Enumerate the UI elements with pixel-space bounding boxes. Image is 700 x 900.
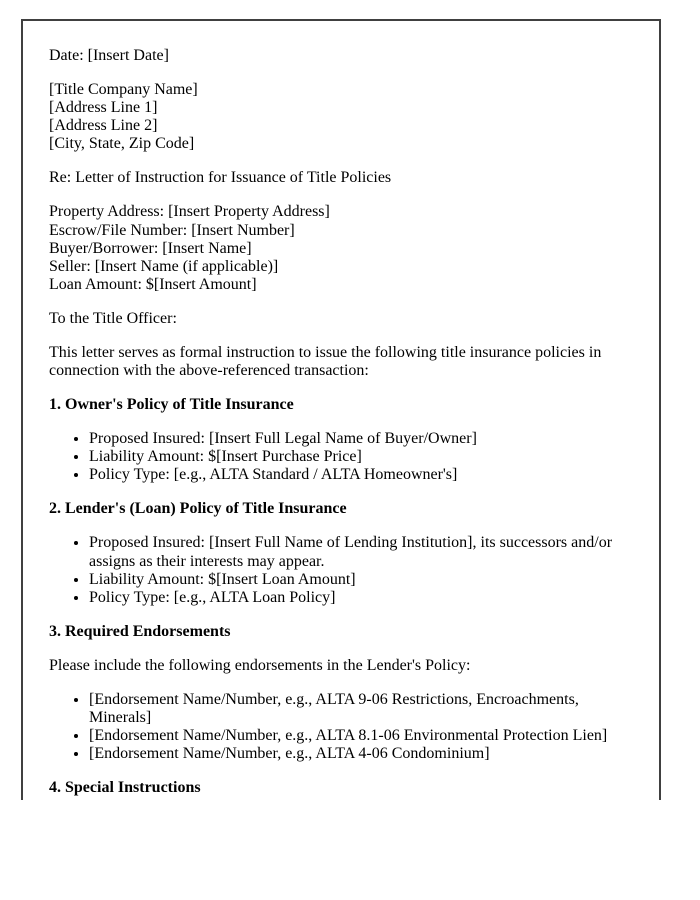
list-item: • [Endorsement Name/Number, e.g., ALTA 9-06 Restrictions, Encroachments, Minerals] (89, 691, 633, 727)
recipient-line: [Address Line 1] (49, 99, 158, 117)
recipient-line: [Title Company Name] (49, 81, 198, 99)
date-line: Date: [Insert Date] (49, 47, 169, 64)
list-item: • Proposed Insured: [Insert Full Name of Lending Institution], its successors and/or assigns as their interests may appear. (89, 534, 633, 570)
section-2-heading: 2. Lender's (Loan) Policy of Title Insurance (49, 500, 347, 518)
section-4-heading: 4. Special Instructions (49, 779, 201, 797)
recipient-line: [Address Line 2] (49, 117, 158, 135)
endorsements-list (49, 691, 633, 763)
intro-paragraph: This letter serves as formal instruction to issue the following title insurance policies in connection with the above-referenced transaction: (49, 343, 602, 380)
recipient-address-block (49, 81, 633, 153)
list-item: • Proposed Insured: [Insert Full Legal Name of Buyer/Owner] (89, 430, 633, 448)
section-3-heading: 3. Required Endorsements (49, 622, 231, 640)
lenders-policy-list (49, 534, 633, 606)
salutation: To the Title Officer: (49, 309, 177, 327)
detail-line: Buyer/Borrower: [Insert Name] (49, 239, 252, 257)
endorsements-lead-paragraph: Please include the following endorsements in the Lender's Policy: (49, 656, 471, 674)
section-1-heading: 1. Owner's Policy of Title Insurance (49, 396, 294, 414)
list-item: • [Endorsement Name/Number, e.g., ALTA 8.1-06 Environmental Protection Lien] (89, 727, 633, 745)
recipient-line: [City, State, Zip Code] (49, 135, 195, 153)
owners-policy-list (49, 430, 633, 484)
detail-line: Property Address: [Insert Property Address] (49, 203, 330, 221)
detail-line: Loan Amount: $[Insert Amount] (49, 275, 257, 293)
list-item: • [Endorsement Name/Number, e.g., ALTA 4-06 Condominium] (89, 745, 633, 763)
subject-line: Re: Letter of Instruction for Issuance of Title Policies (49, 169, 392, 187)
list-item: • Liability Amount: $[Insert Loan Amount] (89, 571, 633, 589)
list-item: • Liability Amount: $[Insert Purchase Price] (89, 448, 633, 466)
transaction-details-block (49, 203, 633, 293)
detail-line: Escrow/File Number: [Insert Number] (49, 221, 295, 239)
list-item: • Policy Type: [e.g., ALTA Standard / ALTA Homeowner's] (89, 466, 633, 484)
letter-document (21, 19, 661, 800)
list-item: • Policy Type: [e.g., ALTA Loan Policy] (89, 589, 633, 607)
detail-line: Seller: [Insert Name (if applicable)] (49, 257, 279, 275)
